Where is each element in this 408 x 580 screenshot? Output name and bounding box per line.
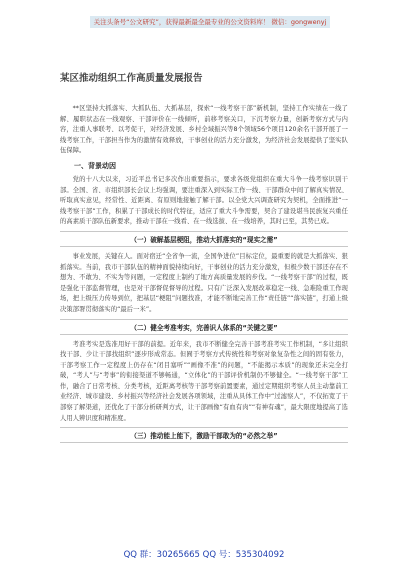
background-paragraph: 党的十八大以来，习近平总书记多次作出重要指示，要求各级党组织在重大斗争一线考察识别干部。全国、省、市组织部长会议上均强调，要注重深入到实际工作一线、干部群众中间了解真实情况、听取真实意见，经常性、近距离、有原则地接触了解干部。以全党大兴调查研究为契机，全面推进“一线考察干部”工作，积累了干部成长的时代特征，适应了重大斗争需要，契合了建设堪当民族复兴重任的高素质干部队伍新要求，推动干部在一线看、在一线选拔、在一线培养，其时已至，其势已成。: [60, 175, 348, 226]
section-heading-background: 一、背景动因: [74, 161, 116, 170]
document-title: 某区推动组织工作高质量发展报告: [60, 73, 203, 84]
promo-banner: 关注头条号“公文研究”，获得最新最全最专业的公文资料库！ 微信：gongwenyj: [90, 16, 330, 28]
subsection-1-paragraph: 事业发展，关键在人。面对宿迁“全省争一流，全国争进位”目标定位，最重要的就是大抓落实、狠抓落实。当前，我市干部队伍的精神面貌持续向好，干事创业的活力充分激发，但极少数干部还存在不想为、不敢为、不实为等问题，一定程度上制约了地方高质量发展的步伐。“一线考察干部”的过程，既是强化干部监督管理，也是对干部督促督导的过程。只有广泛深入发展改革稳定一线、急难险重工作现场，把上级压力传导到位，把基层“梗阻”问题找准，才能不断地完善工作“责任链”“落实链”，打通上级决策部署贯彻落实的“最后一米”。: [60, 252, 348, 313]
intro-paragraph: **区坚持大抓落实、大抓队伍、大抓基层，探索“一线考察干部”新机制，坚持工作实绩在一线了解、履职状态在一线观察、干部评价在一线倾听，前移考察关口，下沉考察力量，创新考察方式与内容，注重人事联考、以考促干，对经济发展、乡村全域振兴等8个领域56个项目120余名干部开展了一线考察工作，干部担当作为的激情有效释放，干事创业的活力充分激发，为经济社会发展提供了坚实队伍保障。: [60, 105, 348, 155]
subsection-heading-2: （二）健全考准考实，完善识人体系的“关键之要”: [60, 319, 348, 335]
document-body: [60, 104, 348, 448]
qq-contact-footer: QQ 群：30265665 QQ 号：535304092: [123, 550, 285, 560]
subsection-2-paragraph: 考准考实是选准用好干部的前提。近年来，我市不断健全完善干部考准考实工作机制，“多让组织找干部、少让干部找组织”逐步形成常态。但囿于考察方式传统性和考察对象复杂性之间的固有张力，干部考察工作一定程度上仍存在“闭目塞听”“画像不准”的问题，“不能揭示本质”的现象还未完全打破，“考人”与“考事”的衔接渠道不够畅通，“立体化”的干部评价机制仍不够健全。“一线考察干部”工作，融合了日常考核、分类考核，近距离考核等干部考察前置要素，通过定期组织考察人员主动靠前工业经济、城市建设、乡村振兴等经济社会发展各项领域，注重从具体工作中“过滤察人”，不仅拓宽了干部察了解渠道，还优化了干部分析研判方式，让干部画像“有血有肉”“有神有魂”，最大限度地提高了选人用人辨识度和精准度。: [60, 340, 348, 422]
subsection-heading-1: （一）破解基层梗阻，推动大抓落实的“现实之需”: [60, 231, 348, 247]
subsection-heading-3: （三）推动能上能下，激励干部敢为的“必然之举”: [60, 427, 348, 443]
